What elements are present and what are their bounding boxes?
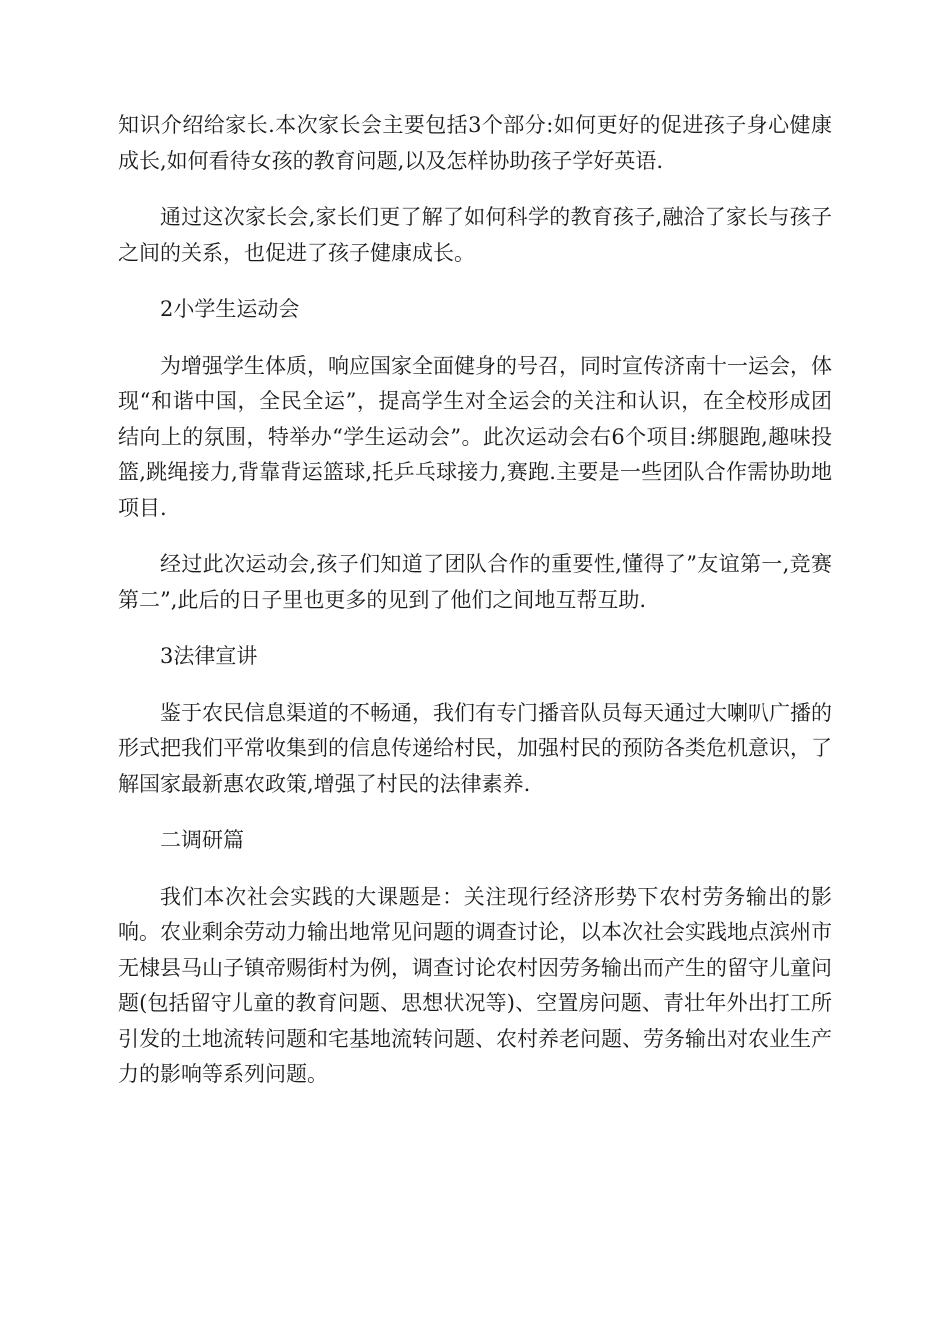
paragraph-intro-continued: 知识介绍给家长.本次家长会主要包括3个部分:如何更好的促进孩子身心健康成长,如何看待女孩的教育问题,以及怎样协助孩子学好英语. (118, 113, 832, 173)
paragraph-sports-meet-result: 经过此次运动会,孩子们知道了团队合作的重要性,懂得了”友谊第一,竞赛第二”,此后的日子里也更多的见到了他们之间地互帮互助. (118, 552, 832, 612)
section-heading-research: 二调研篇 (160, 828, 244, 852)
section-heading-sports-meet: 2小学生运动会 (160, 297, 300, 321)
section-heading-law-lecture: 3法律宣讲 (160, 644, 258, 668)
paragraph-sports-meet: 为增强学生体质，响应国家全面健身的号召，同时宣传济南十一运会，体现“和谐中国，全民全运”，提高学生对全运会的关注和认识，在全校形成团结向上的氛围，特举办“学生运动会”。此次运动会右6个项目:绑腿跑,趣味投篮,跳绳接力,背靠背运篮球,托乒乓球接力,赛跑.主要是一些团队合作需协助地项目. (118, 353, 832, 520)
paragraph-parent-meeting-result: 通过这次家长会,家长们更了解了如何科学的教育孩子,融洽了家长与孩子之间的关系，也促进了孩子健康成长。 (118, 205, 832, 265)
paragraph-law-lecture: 鉴于农民信息渠道的不畅通，我们有专门播音队员每天通过大喇叭广播的形式把我们平常收集到的信息传递给村民，加强村民的预防各类危机意识，了解国家最新惠农政策,增强了村民的法律素养. (118, 700, 832, 796)
paragraph-research: 我们本次社会实践的大课题是：关注现行经济形势下农村劳务输出的影响。农业剩余劳动力输出地常见问题的调查讨论，以本次社会实践地点滨州市无棣县马山子镇帝赐街村为例，调查讨论农村因劳务输出而产生的留守儿童问题(包括留守儿童的教育问题、思想状况等)、空置房问题、青壮年外出打工所引发的土地流转问题和宅基地流转问题、农村养老问题、劳务输出对农业生产力的影响等系列问题。 (118, 884, 832, 1086)
